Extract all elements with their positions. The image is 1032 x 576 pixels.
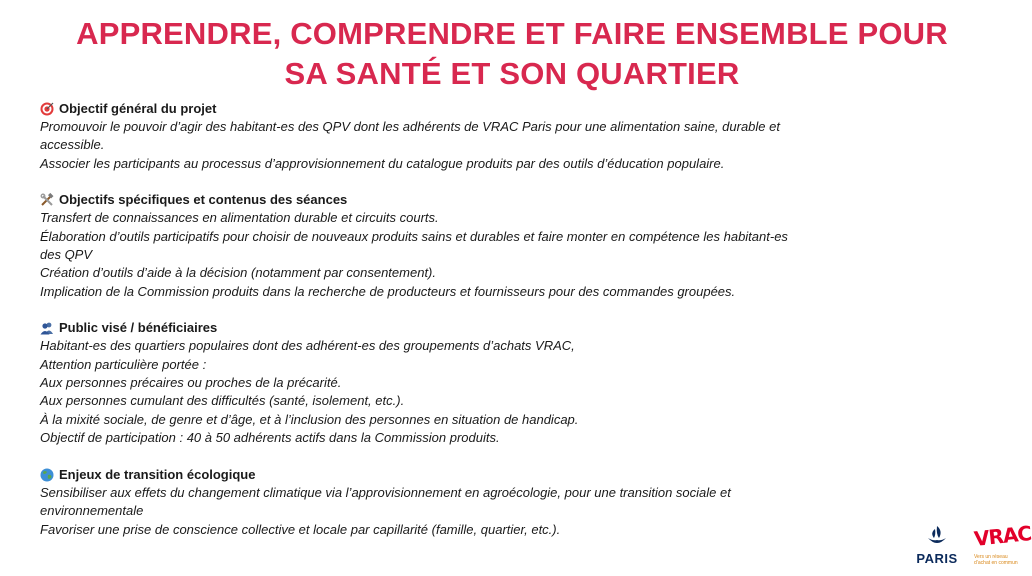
paris-logo — [912, 524, 962, 568]
target-icon — [40, 102, 54, 116]
body-line: Implication de la Commission produits dans la recherche de producteurs et fournisseurs pour des commandes groupées. — [40, 283, 736, 299]
page-title — [0, 14, 1024, 94]
section-heading — [40, 191, 910, 209]
section-objectif-general — [40, 100, 910, 173]
heading-text: Objectif général du projet — [59, 101, 217, 116]
body-line: Attention particulière portée : — [40, 356, 207, 372]
body-line: Associer les participants au processus d’approvisionnement du catalogue produits par des outils d’éducation populaire. — [40, 155, 725, 171]
vrac-logo — [968, 521, 1032, 570]
globe-icon — [40, 468, 54, 482]
body-line: Aux personnes cumulant des difficultés (santé, isolement, etc.). — [40, 393, 405, 409]
body-line: Promouvoir le pouvoir d’agir des habitant-es des QPV dont les adhérents de VRAC Paris pour une alimentation saine, durable et — [40, 119, 780, 134]
heading-text: Public visé / bénéficiaires — [59, 320, 218, 336]
body-line: Objectif de participation : 40 à 50 adhérents actifs dans la Commission produits. — [40, 430, 500, 446]
heading-text: Objectifs spécifiques et contenus des séances — [59, 192, 348, 208]
body-line: Aux personnes précaires ou proches de la précarité. — [40, 375, 342, 391]
tools-icon — [40, 193, 54, 207]
section-heading — [40, 100, 910, 118]
body-line: Création d’outils d’aide à la décision (notamment par consentement). — [40, 265, 436, 281]
body-line: environnementale — [40, 503, 144, 519]
title-line-1: APPRENDRE, COMPRENDRE ET FAIRE ENSEMBLE POUR — [76, 16, 948, 51]
paris-wordmark: PARIS — [916, 551, 958, 566]
section-heading — [40, 466, 910, 484]
heading-text: Enjeux de transition écologique — [59, 466, 256, 482]
paris-ship-icon — [926, 524, 948, 548]
vrac-tagline: Vers un réseau d’achat en commun — [974, 554, 1018, 566]
section-public-vise — [40, 319, 910, 447]
body-line: Transfert de connaissances en alimentation durable et circuits courts. — [40, 210, 439, 226]
title-line-2: SA SANTÉ ET SON QUARTIER — [284, 56, 740, 91]
body-line: des QPV — [40, 247, 93, 263]
section-enjeux — [40, 466, 910, 539]
people-icon — [40, 321, 54, 335]
body-line: À la mixité sociale, de genre et d’âge, et à l’inclusion des personnes en situation de handicap. — [40, 411, 579, 427]
body-line: Favoriser une prise de conscience collective et locale par capillarité (famille, quartier, etc.). — [40, 521, 561, 537]
body-line: Sensibiliser aux effets du changement climatique via l’approvisionnement en agroécologie, pour une transition sociale et — [40, 484, 731, 500]
section-heading — [40, 319, 910, 337]
body-line: Élaboration d’outils participatifs pour choisir de nouveaux produits sains et durables et faire monter en compétence les habitant-es — [40, 228, 788, 244]
vrac-wordmark: VRAC — [972, 521, 1032, 551]
content — [40, 100, 910, 557]
section-objectifs-specifiques — [40, 191, 910, 301]
body-line: accessible. — [40, 137, 105, 153]
body-line: Habitant-es des quartiers populaires dont des adhérent-es des groupements d’achats VRAC, — [40, 338, 575, 354]
